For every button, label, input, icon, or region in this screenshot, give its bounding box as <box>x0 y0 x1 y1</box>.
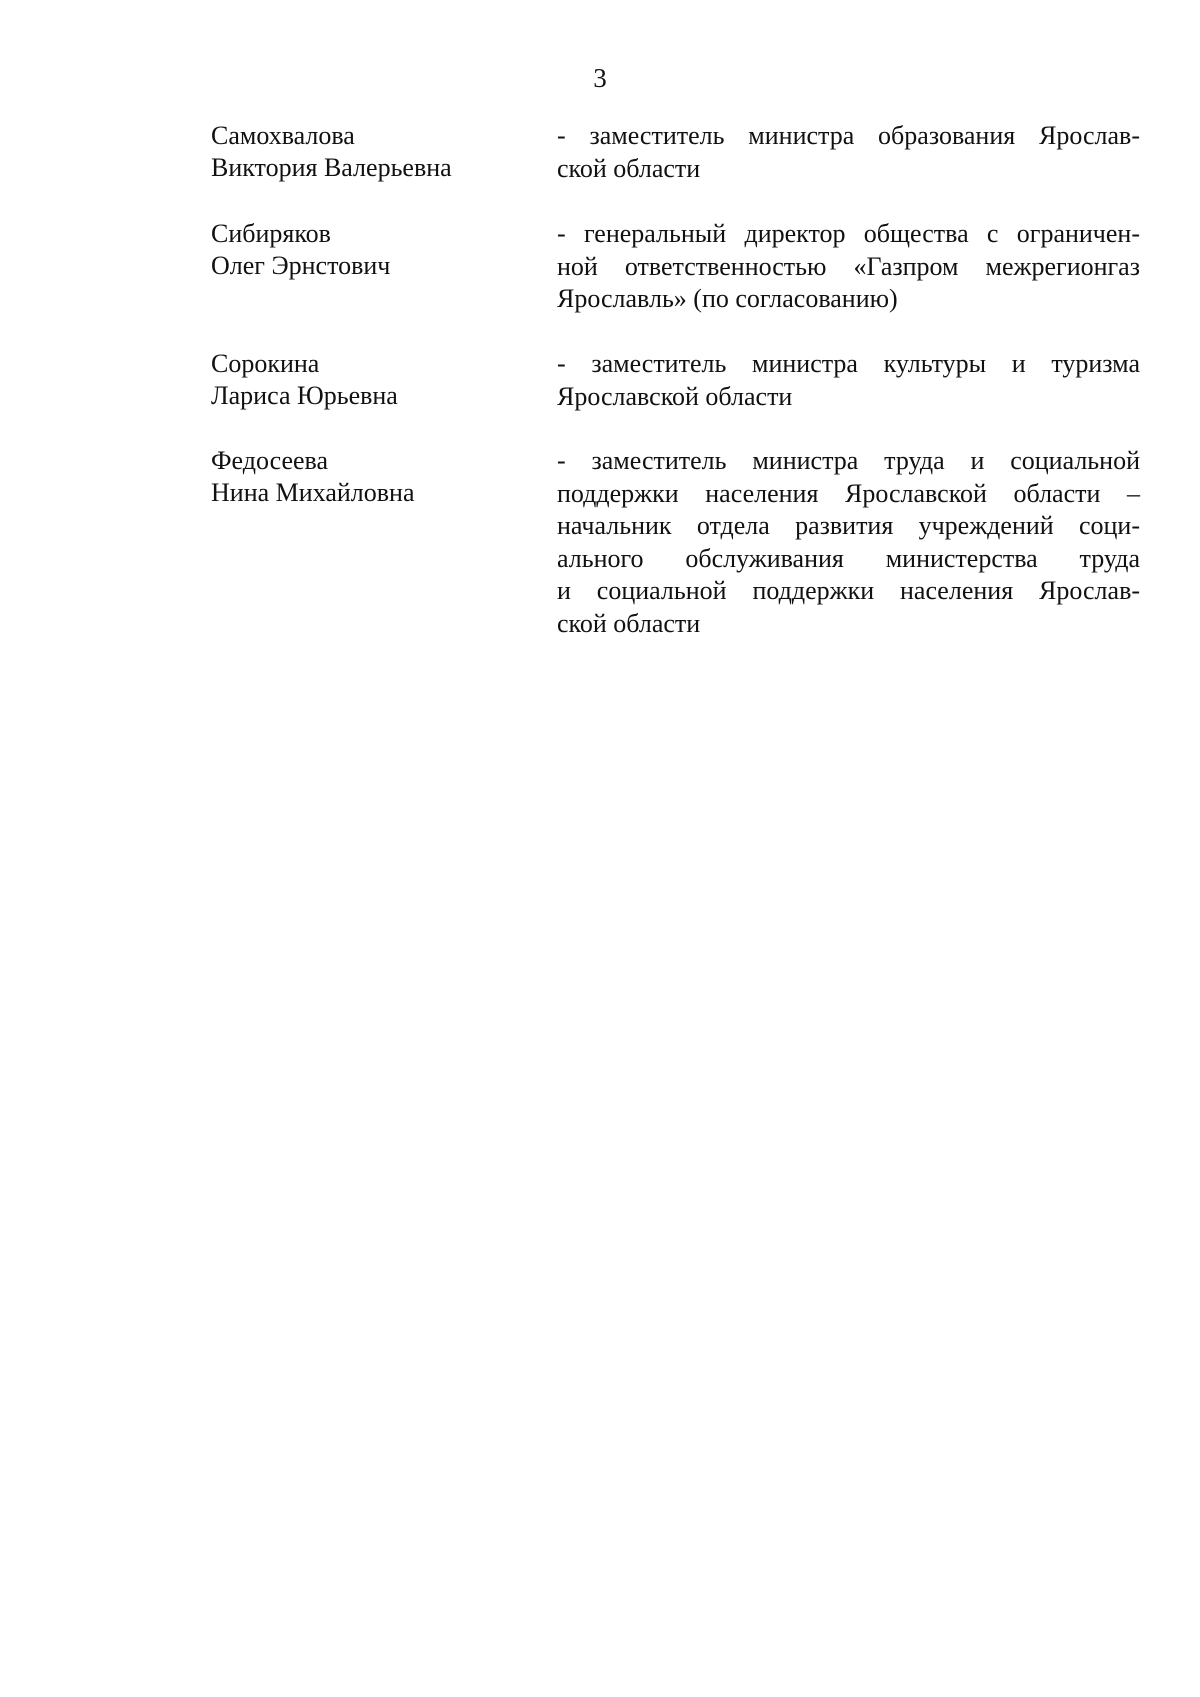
position-line: Ярославской области <box>557 381 793 411</box>
position-line: Ярославль» (по согласованию) <box>557 284 898 313</box>
position-line: - заместитель министра труда и социальной <box>557 446 1140 475</box>
member-given-names: Виктория Валерьевна <box>211 153 452 182</box>
position-line: - заместитель министра культуры и туризма <box>557 349 1140 378</box>
member-surname: Сорокина <box>211 349 320 378</box>
member-surname: Федосеева <box>211 446 329 475</box>
member-position <box>557 445 1140 640</box>
member-position <box>557 218 1140 316</box>
position-line: ной ответственностью «Газпром межрегионгаз <box>557 251 1140 281</box>
member-given-names: Нина Михайловна <box>211 478 415 507</box>
position-line: - заместитель министра образования Ярослав- <box>557 121 1140 150</box>
member-given-names: Олег Эрнстович <box>211 251 391 280</box>
member-surname: Самохвалова <box>211 121 355 150</box>
member-name <box>211 120 511 184</box>
position-line: ской области <box>557 608 701 638</box>
position-line: ской области <box>557 153 701 183</box>
member-name <box>211 445 511 509</box>
member-position <box>557 120 1140 185</box>
member-position <box>557 348 1140 413</box>
member-name <box>211 218 511 282</box>
member-surname: Сибиряков <box>211 219 331 248</box>
position-line: ального обслуживания министерства труда <box>557 543 1140 573</box>
position-line: - генеральный директор общества с ограничен- <box>557 219 1140 248</box>
member-name <box>211 348 511 412</box>
member-given-names: Лариса Юрьевна <box>211 381 398 410</box>
position-line: поддержки населения Ярославской области – <box>557 478 1140 508</box>
page-number: 3 <box>593 63 607 93</box>
position-line: начальник отдела развития учреждений соци- <box>557 511 1140 540</box>
position-line: и социальной поддержки населения Ярослав- <box>557 576 1140 605</box>
